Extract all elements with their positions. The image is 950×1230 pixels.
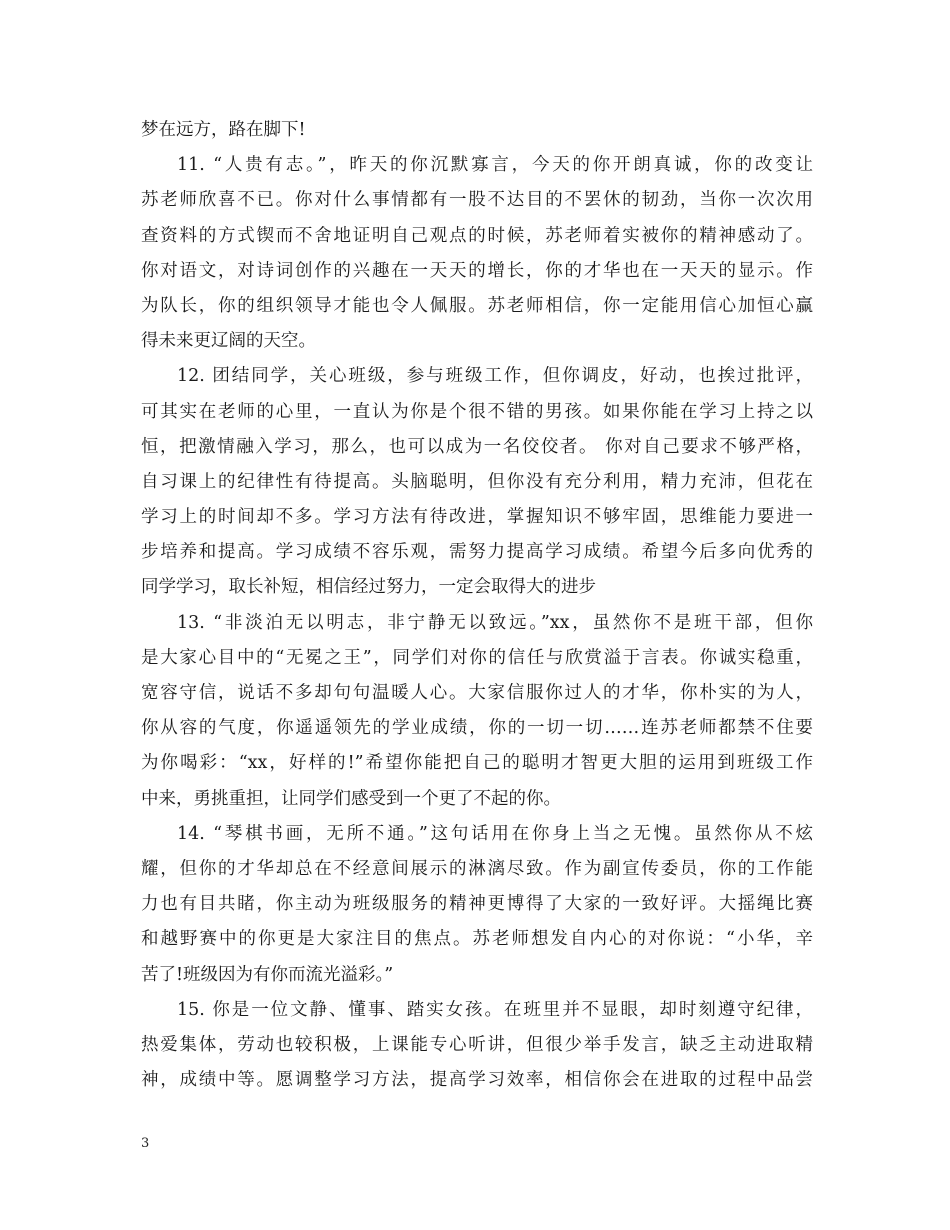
- text-line: 和越野赛中的你更是大家注目的焦点。苏老师想发自内心的对你说：“小华，辛: [141, 929, 813, 950]
- text-line: 14. “琴棋书画，无所不通。”这句话用在你身上当之无愧。虽然你从不炫: [177, 823, 813, 844]
- text-line: 梦在远方，路在脚下!: [141, 120, 306, 140]
- text-line: 你对语文，对诗词创作的兴趣在一天天的增长，你的才华也在一天天的显示。作: [141, 260, 813, 281]
- text-line: 可其实在老师的心里，一直认为你是个很不错的男孩。如果你能在学习上持之以: [141, 401, 813, 422]
- page-number: 3: [141, 1136, 150, 1151]
- text-line: 同学学习，取长补短，相信经过努力，一定会取得大的进步: [141, 577, 596, 598]
- text-line: 你从容的气度，你遥遥领先的学业成绩，你的一切一切……连苏老师都禁不住要: [141, 718, 813, 739]
- text-line: 自习课上的纪律性有待提高。头脑聪明，但你没有充分利用，精力充沛，但花在: [141, 471, 813, 492]
- text-line: 宽容守信，说话不多却句句温暖人心。大家信服你过人的才华，你朴实的为人，: [141, 683, 813, 703]
- text-line: 是大家心目中的“无冕之王”，同学们对你的信任与欣赏溢于言表。你诚实稳重，: [141, 647, 813, 668]
- text-line: 为队长，你的组织领导才能也令人佩服。苏老师相信，你一定能用信心加恒心赢: [141, 295, 813, 316]
- text-line: 苏老师欣喜不已。你对什么事情都有一股不达目的不罢休的韧劲，当你一次次用: [141, 190, 813, 211]
- text-line: 恒，把激情融入学习，那么，也可以成为一名佼佼者。 你对自己要求不够严格，: [141, 436, 813, 457]
- text-line: 15. 你是一位文静、懂事、踏实女孩。在班里并不显眼，却时刻遵守纪律，: [177, 999, 813, 1020]
- text-line: 中来，勇挑重担，让同学们感受到一个更了不起的你。: [141, 788, 561, 809]
- text-line: 得未来更辽阔的天空。: [141, 331, 316, 352]
- text-line: 神，成绩中等。愿调整学习方法，提高学习效率，相信你会在进取的过程中品尝: [141, 1070, 813, 1091]
- text-line: 查资料的方式锲而不舍地证明自己观点的时候，苏老师着实被你的精神感动了。: [141, 225, 813, 246]
- text-line: 耀，但你的才华却总在不经意间展示的淋漓尽致。作为副宣传委员，你的工作能: [141, 858, 813, 879]
- text-line: 12. 团结同学，关心班级，参与班级工作，但你调皮，好动，也挨过批评，: [177, 366, 813, 387]
- text-line: 苦了!班级因为有你而流光溢彩。”: [141, 964, 394, 985]
- text-line: 为你喝彩：“xx，好样的!”希望你能把自己的聪明才智更大胆的运用到班级工作: [141, 753, 813, 774]
- text-line: 力也有目共睹，你主动为班级服务的精神更博得了大家的一致好评。大摇绳比赛: [141, 894, 813, 915]
- text-line: 热爱集体，劳动也较积极，上课能专心听讲，但很少举手发言，缺乏主动进取精: [141, 1034, 813, 1055]
- text-line: 学习上的时间却不多。学习方法有待改进，掌握知识不够牢固，思维能力要进一: [141, 507, 813, 528]
- text-line: 13. “非淡泊无以明志，非宁静无以致远。”xx，虽然你不是班干部，但你: [177, 612, 813, 633]
- text-line: 11. “人贵有志。”，昨天的你沉默寡言，今天的你开朗真诚，你的改变让: [177, 155, 813, 176]
- text-line: 步培养和提高。学习成绩不容乐观，需努力提高学习成绩。希望今后多向优秀的: [141, 542, 813, 563]
- body-text: [141, 113, 813, 1098]
